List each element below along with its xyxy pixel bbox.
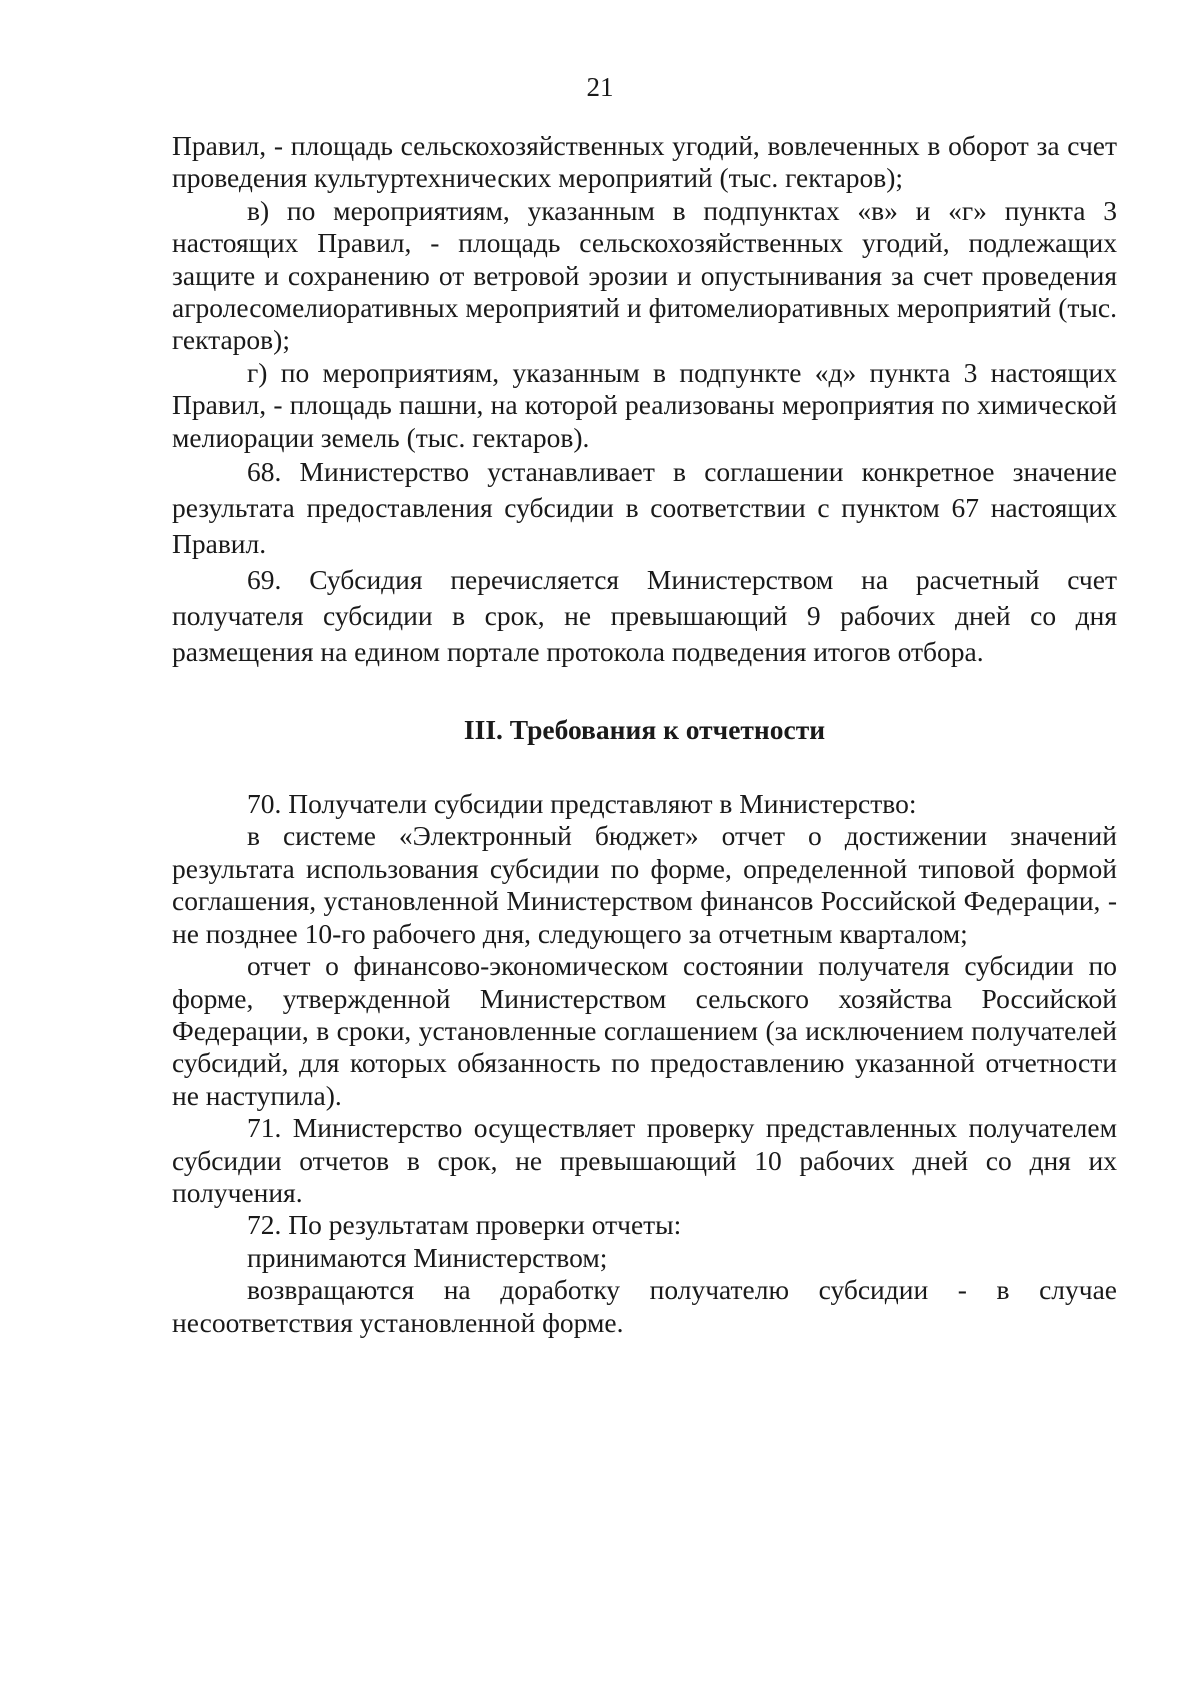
paragraph-68: 68. Министерство устанавливает в соглашении конкретное значение результата предоставления субсидии в соответствии с пунктом 67 настоящих Правил.: [172, 456, 1117, 560]
paragraph-item-g: г) по мероприятиям, указанным в подпункте «д» пункта 3 настоящих Правил, - площадь пашни, на которой реализованы мероприятия по химической мелиорации земель (тыс. гектаров).: [172, 356, 1117, 453]
paragraph-item-v: в) по мероприятиям, указанным в подпунктах «в» и «г» пункта 3 настоящих Правил, - площадь сельскохозяйственных угодий, подлежащих защите и сохранению от ветровой эрозии и опустынивания за счет проведения агролесомелиоративных мероприятий и фитомелиоративных мероприятий (тыс. гектаров);: [172, 194, 1117, 356]
paragraph-continuation: Правил, - площадь сельскохозяйственных угодий, вовлеченных в оборот за счет проведения культуртехнических мероприятий (тыс. гектаров);: [172, 130, 1117, 194]
paragraph-72-accepted: принимаются Министерством;: [247, 1241, 608, 1273]
paragraph-72: 72. По результатам проверки отчеты:: [247, 1209, 682, 1241]
page-number: 21: [586, 72, 614, 102]
document-body: [172, 130, 1117, 1339]
paragraph-70-financial-report: отчет о финансово-экономическом состоянии получателя субсидии по форме, утвержденной Министерством сельского хозяйства Российской Федерации, в сроки, установленные соглашением (за исключением получателей субсидий, для которых обязанность по предоставлению указанной отчетности не наступила).: [172, 950, 1117, 1111]
paragraph-72-returned: возвращаются на доработку получателю субсидии - в случае несоответствия установленной форме.: [172, 1274, 1117, 1338]
paragraph-69: 69. Субсидия перечисляется Министерством на расчетный счет получателя субсидии в срок, не превышающий 9 рабочих дней со дня размещения на едином портале протокола подведения итогов отбора.: [172, 564, 1117, 668]
paragraph-70-electronic-budget: в системе «Электронный бюджет» отчет о достижении значений результата использования субсидии по форме, определенной типовой формой соглашения, установленной Министерством финансов Российской Федерации, - не позднее 10-го рабочего дня, следующего за отчетным кварталом;: [172, 820, 1117, 949]
paragraph-71: 71. Министерство осуществляет проверку представленных получателем субсидии отчетов в срок, не превышающий 10 рабочих дней со дня их получения.: [172, 1112, 1117, 1208]
paragraph-70: 70. Получатели субсидии представляют в Министерство:: [247, 788, 917, 820]
section-heading: III. Требования к отчетности: [463, 714, 826, 746]
